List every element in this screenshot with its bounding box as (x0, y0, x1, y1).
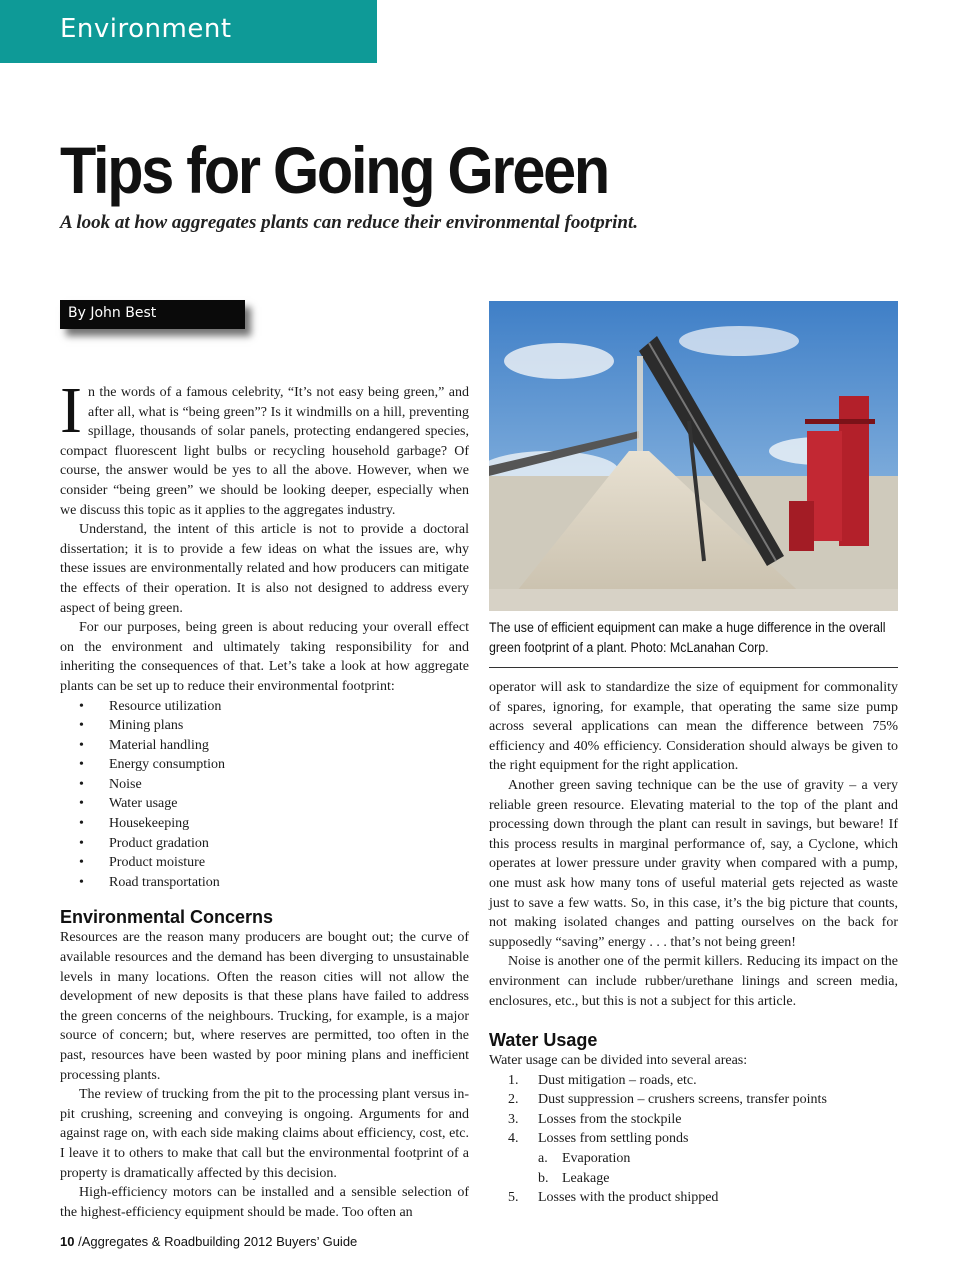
water-usage-list (489, 1071, 898, 1208)
list-item: • Resource utilization (60, 697, 469, 717)
section-tab (0, 0, 377, 63)
article-deck: A look at how aggregates plants can reduce their environmental footprint. (60, 212, 638, 233)
byline-box (60, 300, 245, 329)
list-item: 1. Dust mitigation – roads, etc. (508, 1072, 697, 1088)
byline-text: By John Best (68, 305, 157, 321)
water-intro: Water usage can be divided into several areas: (489, 1053, 748, 1069)
list-item: • Material handling (60, 736, 469, 756)
publication-name: /Aggregates & Roadbuilding 2012 Buyers’ Guide (74, 1234, 358, 1249)
list-item: 2. Dust suppression – crushers screens, transfer points (508, 1092, 827, 1108)
list-item: • Noise (60, 775, 469, 795)
intro-paragraph-2: Understand, the intent of this article is not to provide a doctoral dissertation; it is to provide a few ideas on what the issues are, why these issues are environmentally related and how producers can mitigate the effects of their operation. It is also not designed to address every aspect of being green. (60, 522, 469, 616)
list-item: • Product moisture (60, 853, 469, 873)
intro-paragraph-3: For our purposes, being green is about reducing your overall effect on the environment and ultimately taking responsibility for and inheriting the consequences of that. Let’s take a look at how aggregate plants can be set up to reduce their environmental footprint: (60, 620, 469, 694)
list-item: 3. Losses from the stockpile (508, 1111, 682, 1127)
page-footer (60, 1234, 357, 1249)
plant-photo (489, 301, 898, 611)
list-item: • Housekeeping (60, 814, 469, 834)
list-item: • Product gradation (60, 834, 469, 854)
list-item: • Road transportation (60, 873, 469, 893)
concerns-paragraph-3: High-efficiency motors can be installed and a sensible selection of the highest-efficiency equipment should be made. Too often an (60, 1185, 469, 1220)
right-paragraph-2: Another green saving technique can be the use of gravity – a very reliable green resource. Elevating material to the top of the plant and processing down through the plant can result in savings, but beware! If this process results in marginal performance of, say, a Cyclone, which operates at lower pressure under gravity when compared with a pump, one must ask how many tons of useful material gets rejected as waste just to save a few watts. So, in this case, it’s the big picture that counts, not making isolated changes and patting ourselves on the back for supposedly “saving” energy . . . that’s not being green! (489, 777, 898, 950)
heading-water-usage: Water Usage (489, 1030, 598, 1051)
caption-divider (489, 667, 898, 668)
list-item: 5. Losses with the product shipped (508, 1190, 719, 1206)
right-paragraph-1: operator will ask to standardize the size of equipment for commonality of spares, ignoring, for example, that operating the same size pump across several applications can mean the difference between 75% efficiency and 40% efficiency. Consideration should always be given to the right equipment for the right application. (489, 680, 898, 774)
list-item: a. Evaporation (538, 1151, 631, 1167)
topic-list (60, 697, 469, 893)
photo-caption: The use of efficient equipment can make a huge difference in the overall green footprint of a plant. Photo: McLanahan Corp. (489, 620, 886, 655)
list-item: 4. Losses from settling ponds (508, 1131, 689, 1147)
heading-environmental-concerns: Environmental Concerns (60, 907, 274, 928)
list-item: b. Leakage (538, 1170, 610, 1186)
drop-cap: I (60, 374, 82, 447)
concerns-paragraph-1: Resources are the reason many producers are bought out; the curve of available resources and the demand has been diverging to unsustainable levels in many locations. Often the reason cities will not allow the development of new deposits is that these plans have failed to address the green concerns of the neighbours. Trucking, for example, is a major source of concern; but, where reserves are permitted, too often in the past, resources have been wasted by poor mining plans and inefficient processing plants. (60, 930, 469, 1083)
list-item: • Mining plans (60, 716, 469, 736)
list-item: • Water usage (60, 794, 469, 814)
right-paragraph-3: Noise is another one of the permit killers. Reducing its impact on the environment can include rubber/urethane linings and screen media, enclosures, etc., but this is not a subject for this article. (489, 954, 898, 1009)
list-item: • Energy consumption (60, 755, 469, 775)
section-label: Environment (60, 14, 232, 44)
article-title: Tips for Going Green (60, 133, 608, 207)
left-column (60, 374, 469, 1222)
page-number: 10 (60, 1234, 75, 1249)
intro-paragraph-1: In the words of a famous celebrity, “It’s not easy being green,” and after all, what is “being green”? Is it windmills on a hill, preventing spillage, thousands of solar panels, protecting endangered species, compact fluorescent light bulbs or recycling household garbage? Of course, the answer would be yes to all the above. However, when we consider “being green” we should be looking deeper, especially when we discuss this topic as it applies to the aggregates industry. (60, 374, 469, 518)
right-column (489, 678, 898, 1208)
concerns-paragraph-2: The review of trucking from the pit to the processing plant versus in-pit crushing, screening and conveying is ongoing. Arguments for and against rage on, with each side making claims about efficiency, cost, etc. I leave it to others to make that call but the environmental footprint of a property is dramatically affected by this decision. (60, 1087, 469, 1181)
